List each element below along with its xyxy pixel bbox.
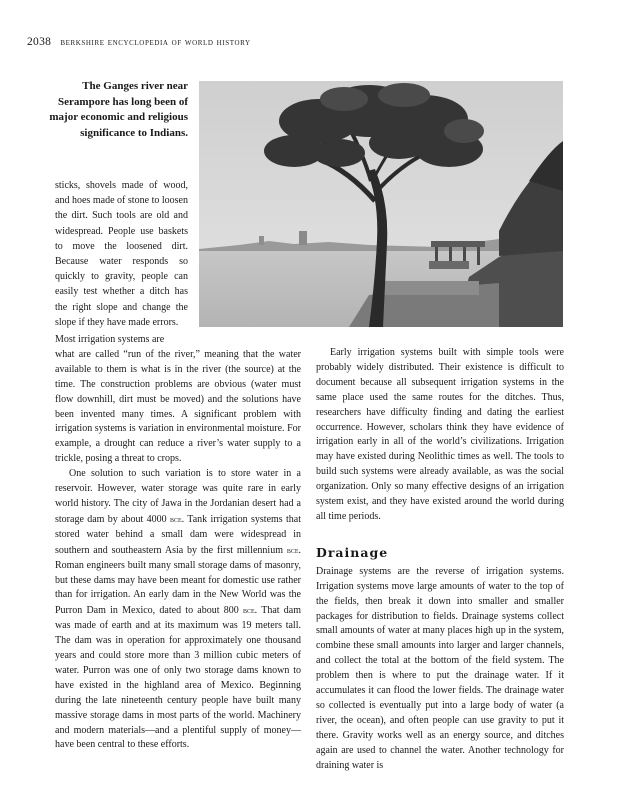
right-column [316,346,564,773]
storage-text-d: . That dam was made of earth and at its maximum was 19 meters tall. The dam was in operation for approximately one thousand years and could store more than 3 million cubic meters of water. Purron was one of only two storage dams known to have existed in the highland area of Mexico. Beginning during the late nineteenth century people have built many massive storage dams in most parts of the world. Machinery and modern materials—and a plentiful supply of money—have been central to these efforts. [55,605,301,751]
left-column-lower [55,333,301,753]
era-label: bce [169,513,182,524]
paragraph-water-storage [55,467,301,753]
storage-text-b: . Tank irrigation systems that stored water behind a small dam were widespread in southern and southeastern Asia by the first millennium [55,513,302,556]
ganges-river-photo [199,81,563,327]
left-column-upper [55,178,188,330]
paragraph-tools: sticks, shovels made of wood, and hoes made of stone to loosen the dirt. Such tools are old and widespread. People use baskets to move the loosened dirt. Because water responds so quickly to gravity, people can easily test whether a ditch has the right slope and change the slope if they have made errors. [55,180,188,328]
paragraph-lead: Most irrigation systems are [55,334,165,345]
paragraph-early-irrigation: Early irrigation systems built with simple tools were probably widely distributed. Their existence is difficult to document because all subsequent irrigation systems in the same place used the same routes for the ditches. Thus, researchers have difficulty finding and dating the earliest occurrence. However, scholars think they have evidence of irrigation early in all of the world’s civilizations. Irrigation may have existed during Neolithic times as well. The tools to build such systems were already available, as was the social organization. Only so many effective designs of an irrigation system exist, and they have existed around the world during all time periods. [316,347,564,522]
era-label: bce [243,605,255,616]
figure-caption: The Ganges river near Serampore has long been of major economic and religious significance to Indians. [49,80,188,139]
paragraph-run-of-river-text: what are called “run of the river,” meaning that the water available to them is what is in the river (the source) at the time. The construction problems are obvious (water must flow downhill, dirt must be moved) and the solutions have been invented many times. A significant problem with irrigation systems is variation in environmental moisture. For example, a drought can reduce a river’s water supply to a trickle, posing a threat to crops. [55,348,301,465]
paragraph-drainage: Drainage systems are the reverse of irrigation systems. Irrigation systems move large amounts of water to the top of the fields, then break it down into smaller and smaller packages for distribution to fields. Drainage systems collect small amounts of water at many places high up in the system, combine these small amounts into larger and larger channels, and collect the total at the bottom of the field system. The problem then is where to put the drainage water. If it accumulates it can flood the lower fields. The drainage water so collected is eventually put into a large body of water (a river, the ocean), and often people can use gravity to put it there. Gravity works well as an energy source, and ditches again are used to channel the water. Another technology for draining water is [316,565,564,771]
paragraph-run-of-river [55,333,301,467]
storage-text-c: . Roman engineers built many small storage dams of masonry, but these dams may have been meant for domestic use rather than for irrigation. An early dam in the New World was the Purron Dam in Mexico, dated to about 800 [55,544,301,617]
book-title: berkshire encyclopedia of world history [60,37,251,48]
running-header [27,36,587,48]
page-number: 2038 [27,36,52,48]
section-heading-drainage: Drainage [316,544,389,560]
storage-text-a: One solution to such variation is to store water in a reservoir. However, water storage was quite rare in early world history. The city of Jawa in the Jordanian desert had a storage dam by about 4000 [55,468,301,525]
era-label: bce [286,544,299,555]
